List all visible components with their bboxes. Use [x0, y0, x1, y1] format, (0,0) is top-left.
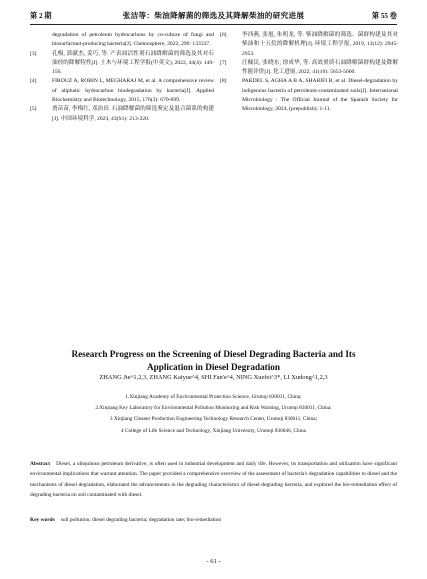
- reference-item: [220, 59, 398, 78]
- reference-text: 汪佩民, 张晓东, 徐成华, 等. 高效重质石油降解菌群构建及降解性能评价[J]. 化工进展, 2022, 41(10): 5653-5660.: [242, 59, 398, 76]
- references-left-column: [30, 31, 214, 124]
- reference-item: [30, 31, 214, 50]
- page-number: - 61 -: [206, 558, 221, 565]
- reference-number: [30, 31, 52, 50]
- reference-text: 李西燕, 张旭, 朱明龙, 等. 柴油降解菌的筛选、菌群构建及其对柴油和十五烷的降解机理[J]. 环境工程学报, 2019, 13(12): 2945-2953.: [242, 32, 398, 57]
- header-rule: [30, 24, 397, 25]
- reference-number: [3]: [30, 50, 37, 57]
- affiliation-line: 3 Xinjiang Cleaner Production Engineering Technology Research Center, Urumqi 830011, China;: [109, 416, 318, 423]
- keywords-label: Key words: [30, 517, 55, 523]
- reference-text: FIROUZ A, ROBIN L, MEGHARAJ M, et al. A comprehensive review of aliphatic hydrocarbon biodegradation by bacteria[J]. Applied Biochemistry and Biotechnology, 2015, 176(3): 670-699.: [52, 78, 214, 104]
- keywords-text: soil pollution; diesel degrading bacteria; degradation rate; bio-remediation: [60, 517, 222, 523]
- affiliations: [30, 392, 397, 437]
- issue-number: 第 2 期: [30, 12, 52, 20]
- reference-item: [30, 50, 214, 78]
- reference-number: [6]: [220, 32, 227, 38]
- reference-number: [7]: [220, 59, 227, 66]
- reference-text: 贾苗苗, 李梅红, 邓治田. 石油降解菌的筛选鉴定及混合菌系的构建[J]. 中国环境科学, 2023, 43(S1): 213-220.: [52, 106, 214, 122]
- references-right-column: [220, 31, 398, 115]
- running-header: [30, 9, 397, 23]
- reference-text: degradation of petroleum hydrocarbons by co-culture of fungi and biosurfactant-producing bacteria[J]. Chemosphere, 2022, 290: 133337.: [52, 32, 214, 48]
- reference-text: PAKDEL S, AGHA A B A, SHARIFI R, et al. Diesel-degradation by indigenous bacteria of petroleum-contaminated soils[J]. International Microbiology : The Official Journal of the Spanish Society for Microbiology, 2024, (prepublish): 1-11.: [242, 78, 398, 113]
- running-title: 张洁等：柴油降解菌的筛选及其降解柴油的研究进展: [122, 11, 305, 20]
- volume-number: 第 55 卷: [371, 12, 397, 20]
- reference-text: 孔梅, 郭献杰, 姜巧, 等. 产表面活性剂石油降解菌的筛选及其对石油烃的降解特性[J]. 土木与环境工程学报(中英文), 2022, 44(4): 149-156.: [52, 50, 214, 76]
- abstract-text: Diesel, a ubiquitous petroleum derivative, is often used in industrial development and daily life. However, its transportation and utilization have significant environmental implications that warrant attention. The paper provided a comprehensive overview of the assessment of bacteria's degradation capabilities to diesel and the mechanisms of diesel degradation, elaborated the advancements in the degrading characteristics of diesel-degrading bacteria, and explored the bio-remediation effect of degrading bacteria on soil contaminated with diesel.: [30, 461, 397, 499]
- affiliation-line: 1.Xinjiang Academy of Environmental Protection Science, Urumqi 830011, China;: [125, 394, 302, 400]
- reference-number: [4]: [30, 78, 37, 85]
- reference-item: [30, 105, 214, 124]
- reference-number: [5]: [30, 106, 37, 113]
- abstract-label: Abstract: [30, 461, 51, 467]
- affiliation-line: 2.Xinjiang Key Laboratory for Environmental Pollution Monitoring and Risk Warning, Urumqi 830011, China;: [95, 405, 332, 412]
- english-title: Research Progress on the Screening of Diesel Degrading Bacteria and Its Application in Diesel Degradation: [71, 349, 356, 372]
- reference-item: [220, 31, 398, 59]
- reference-number: [8]: [220, 78, 227, 85]
- reference-item: [220, 77, 398, 114]
- keywords: [30, 517, 397, 523]
- affiliation-line: 4 College of Life Science and Technology, Xinjiang University, Urumqi 830046, China: [120, 427, 307, 434]
- reference-item: [30, 77, 214, 105]
- abstract: [30, 459, 397, 501]
- author-list: ZHANG Jie^1,2,3, ZHANG Kaiyue^4, SHI Fan'e^4, NING Xuefei^3*, LI Xudong^1,2,3: [99, 374, 328, 381]
